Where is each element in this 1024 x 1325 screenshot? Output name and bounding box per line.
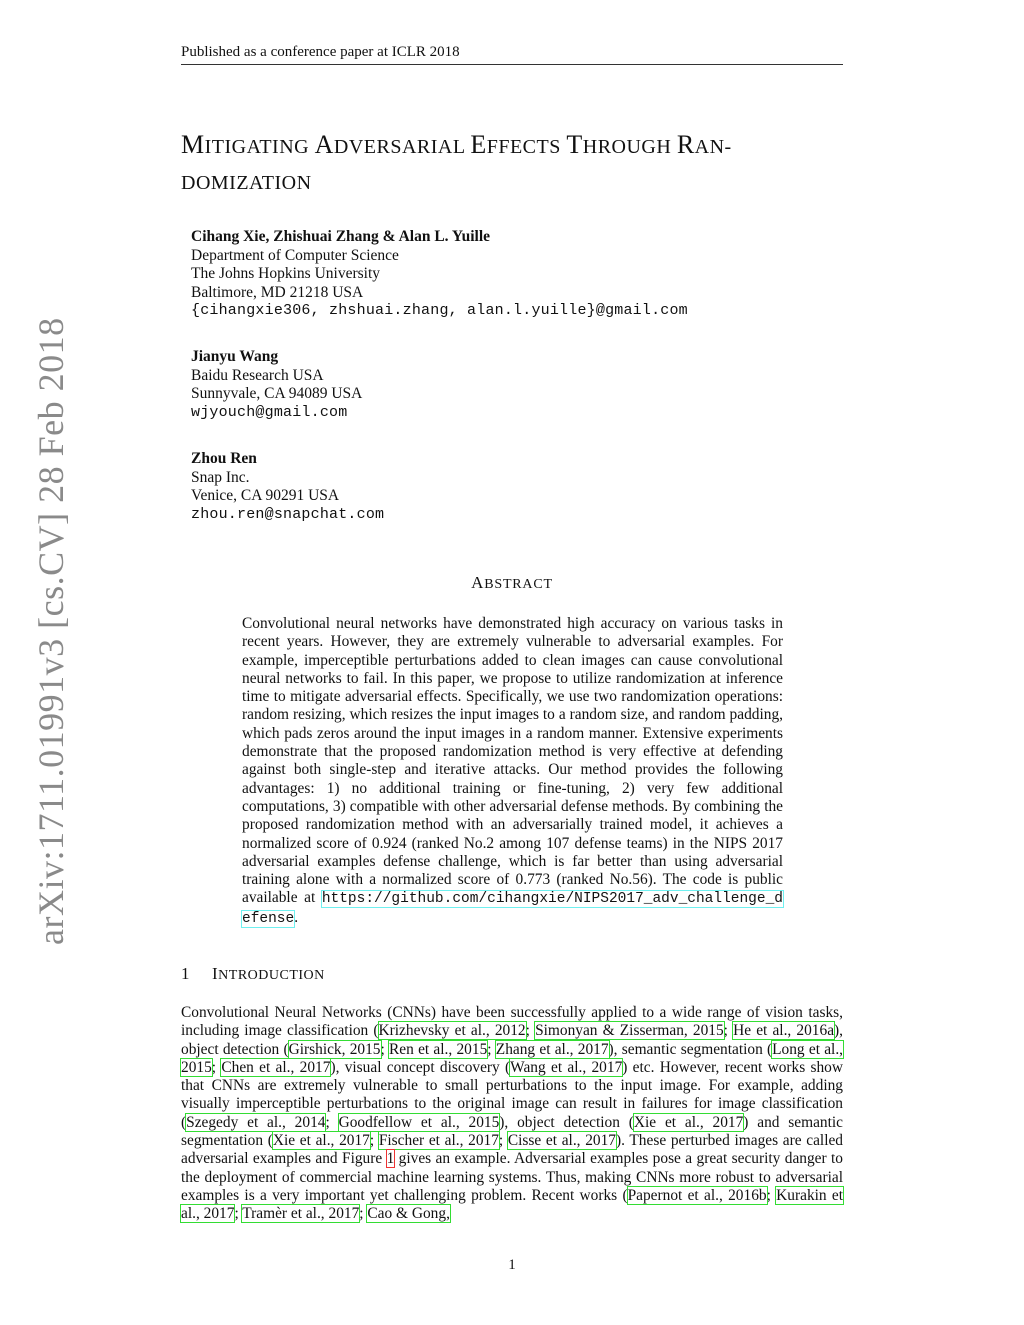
citation-link[interactable]: Zhang et al., 2017	[495, 1040, 609, 1058]
author-block-3	[191, 450, 831, 524]
section-number: 1	[181, 964, 190, 983]
paragraph-text: ;	[487, 1040, 496, 1058]
paragraph-text: ;	[369, 1132, 379, 1150]
abstract-text	[242, 615, 783, 928]
citation-link[interactable]: Kurakin et al., 2017	[181, 1186, 844, 1223]
paragraph-text: gives an example. Adversarial examples pose a great security danger to the deployment of commercial machine learning systems. Thus, making CNNs more robust to adversarial examples is a very important yet challenging problem. Recent works (	[181, 1150, 843, 1204]
citation-link[interactable]: Simonyan & Zisserman, 2015	[535, 1022, 724, 1040]
paper-title	[181, 128, 851, 200]
citation-link[interactable]: Ren et al., 2015	[389, 1040, 488, 1058]
code-link[interactable]: https://github.com/cihangxie/NIPS2017_adv_challenge_defense	[242, 891, 783, 927]
paragraph-text: ;	[723, 1022, 734, 1040]
citation-link[interactable]: Chen et al., 2017	[221, 1058, 331, 1076]
author-email: wjyouch@gmail.com	[191, 403, 348, 421]
title-word-cap: R	[676, 130, 695, 159]
paragraph-text: ) etc. However, recent works show that CNNs are extremely vulnerable to small perturbations to the input image. For example, adding visually imperceptible perturbations to the original image can result in failures for image classification (	[181, 1058, 843, 1131]
header-rule	[181, 64, 843, 65]
affiliation-line: Department of Computer Science	[191, 246, 399, 264]
author-block-1	[191, 228, 831, 321]
title-word-rest: AN-	[694, 136, 732, 158]
title-word-cap: E	[470, 130, 487, 159]
paragraph-text: ), object detection (	[181, 1022, 844, 1058]
abstract-body: Convolutional neural networks have demonstrated high accuracy on various tasks in recent years. However, they are extremely vulnerable to adversarial examples. For example, imperceptible perturbations added to clean images can cause convolutional neural networks to fail. In this paper, we propose to utilize randomization at inference time to mitigate adversarial effects. Specifically, we use two randomization operations: random resizing, which resizes the input images to a random size, and random padding, which pads zeros around the input images in a random manner. Extensive experiments demonstrate that the proposed randomization method is very effective at defending against both single-step and iterative attacks. Our method provides the following advantages: 1) no additional training or fine-tuning, 2) very few additional computations, 3) compatible with other adversarial defense methods. By combining the proposed randomization method with an adversarially trained model, it achieves a normalized score of 0.924 (ranked No.2 among 107 defense teams) in the NIPS 2017 adversarial examples defense challenge, which is far better than using adversarial training alone with a normalized score of 0.773 (ranked No.56). The code is public available at	[242, 615, 783, 907]
abstract-end: .	[294, 908, 299, 926]
affiliation-line: Snap Inc.	[191, 468, 250, 486]
paragraph-text: ) and semantic segmentation (	[181, 1113, 844, 1150]
abstract-heading-cap: A	[471, 573, 485, 592]
title-word-rest: FFECTS	[486, 136, 567, 158]
paragraph-text: ;	[359, 1205, 368, 1223]
paragraph-text: Convolutional Neural Networks (CNNs) have been successfully applied to a wide range of vision tasks, including image classification (	[181, 1004, 843, 1040]
affiliation-line: The Johns Hopkins University	[191, 265, 381, 282]
page-number: 1	[508, 1257, 516, 1273]
title-line-1	[181, 130, 732, 159]
citation-link[interactable]: Krizhevsky et al., 2012	[378, 1022, 526, 1040]
citation-link[interactable]: Papernot et al., 2016b	[627, 1186, 767, 1204]
paragraph-text: ;	[766, 1186, 777, 1204]
title-word-cap: T	[566, 130, 583, 159]
paragraph-text: ), semantic segmentation (	[608, 1040, 773, 1058]
paragraph-text: ;	[525, 1022, 536, 1040]
citation-link[interactable]: Wang et al., 2017	[510, 1058, 623, 1076]
introduction-paragraph	[181, 1004, 843, 1224]
running-header: Published as a conference paper at ICLR 2018	[181, 44, 460, 60]
author-block-2	[191, 348, 831, 422]
title-word-rest: ITIGATING	[204, 136, 315, 158]
citation-link[interactable]: Goodfellow et al., 2015	[338, 1113, 500, 1131]
title-word-cap: A	[314, 130, 334, 159]
title-word-rest: HROUGH	[582, 136, 677, 158]
author-name: Jianyu Wang	[191, 348, 279, 365]
citation-link[interactable]: Xie et al., 2017	[272, 1132, 370, 1150]
author-name: Zhou Ren	[191, 450, 257, 467]
section-heading-cap: I	[212, 964, 219, 983]
paragraph-text: ;	[380, 1040, 390, 1058]
author-name: Cihang Xie, Zhishuai Zhang & Alan L. Yuille	[191, 228, 491, 245]
affiliation-line: Sunnyvale, CA 94089 USA	[191, 385, 363, 402]
paragraph-text: ;	[234, 1205, 243, 1223]
author-email: {cihangxie306, zhshuai.zhang, alan.l.yuille}@gmail.com	[191, 302, 688, 319]
citation-link[interactable]: Cao & Gong,	[367, 1205, 450, 1223]
figure-reference-link[interactable]: 1	[386, 1150, 395, 1168]
section-heading-introduction	[181, 964, 325, 984]
title-line-2: DOMIZATION	[181, 172, 312, 194]
citation-link[interactable]: Xie et al., 2017	[633, 1113, 744, 1131]
arxiv-stamp: arXiv:1711.01991v3 [cs.CV] 28 Feb 2018	[31, 317, 71, 945]
citation-link[interactable]: He et al., 2016a	[733, 1022, 835, 1040]
title-word-rest: DVERSARIAL	[333, 136, 471, 158]
citation-link[interactable]: Szegedy et al., 2014	[186, 1113, 326, 1131]
paragraph-text: ;	[498, 1132, 508, 1150]
paragraph-text: ). These perturbed images are called adversarial examples and Figure	[181, 1132, 843, 1168]
citation-link[interactable]: Long et al., 2015	[181, 1040, 844, 1076]
paragraph-text: ;	[325, 1113, 339, 1131]
section-heading-rest: NTRODUCTION	[218, 968, 325, 983]
citation-link[interactable]: Cisse et al., 2017	[507, 1132, 617, 1150]
abstract-heading	[0, 573, 1024, 593]
citation-link[interactable]: Fischer et al., 2017	[378, 1132, 499, 1150]
affiliation-line: Baltimore, MD 21218 USA	[191, 283, 364, 301]
citation-link[interactable]: Girshick, 2015	[288, 1040, 381, 1058]
paragraph-text: ), object detection (	[499, 1113, 634, 1131]
title-word-cap: M	[181, 130, 205, 159]
paragraph-text: ), visual concept discovery (	[330, 1058, 511, 1076]
citation-link[interactable]: Tramèr et al., 2017	[242, 1205, 360, 1223]
author-email: zhou.ren@snapchat.com	[191, 505, 385, 523]
affiliation-line: Venice, CA 90291 USA	[191, 487, 340, 504]
affiliation-line: Baidu Research USA	[191, 366, 324, 384]
abstract-heading-rest: BSTRACT	[484, 577, 553, 592]
paragraph-text: ;	[211, 1058, 222, 1076]
